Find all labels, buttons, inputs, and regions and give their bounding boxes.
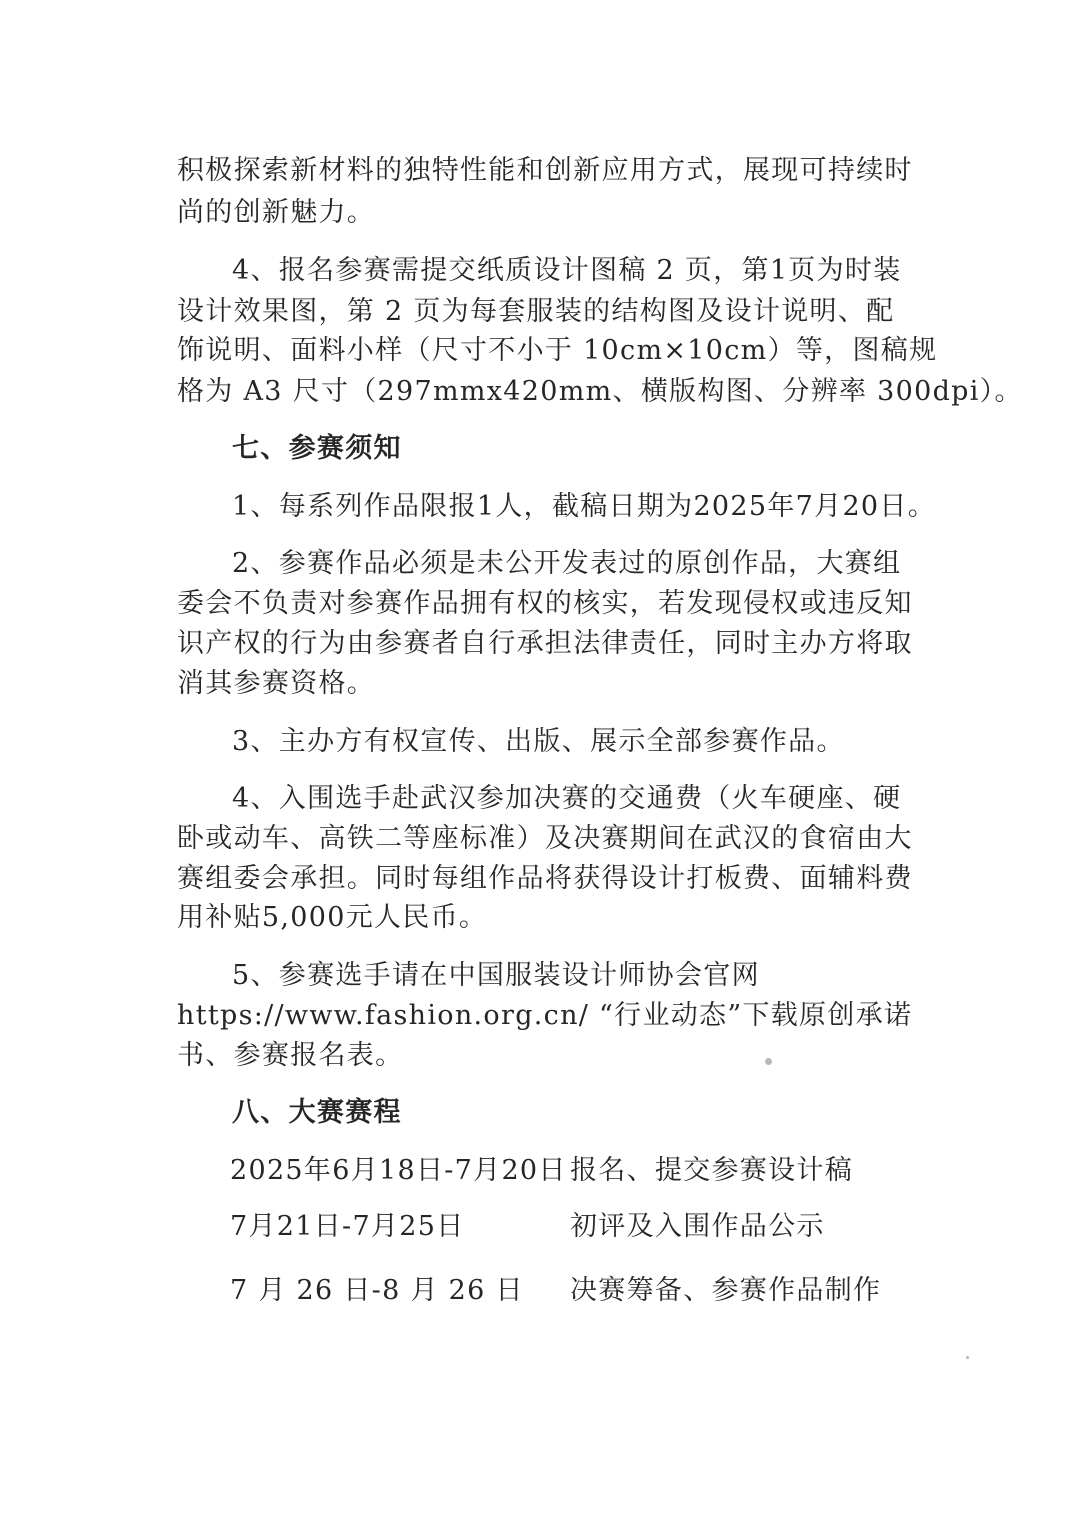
paragraph-line: 积极探索新材料的独特性能和创新应用方式，展现可持续时 xyxy=(177,155,913,186)
paragraph-line: 委会不负责对参赛作品拥有权的核实，若发现侵权或违反知 xyxy=(177,588,913,619)
paragraph-line: 饰说明、面料小样（尺寸不小于 10cm×10cm）等，图稿规 xyxy=(177,335,938,366)
schedule-event: 报名、提交参赛设计稿 xyxy=(570,1155,853,1186)
paragraph-line: 2、参赛作品必须是未公开发表过的原创作品，大赛组 xyxy=(232,548,902,579)
scan-speck xyxy=(966,1356,969,1359)
paragraph-line: 4、报名参赛需提交纸质设计图稿 2 页，第1页为时装 xyxy=(232,255,902,286)
paragraph-line: 用补贴5,000元人民币。 xyxy=(177,902,488,933)
paragraph-line: 3、主办方有权宣传、出版、展示全部参赛作品。 xyxy=(232,726,845,757)
paragraph-line: https://www.fashion.org.cn/ “行业动态”下载原创承诺 xyxy=(177,1000,913,1031)
paragraph-line: 5、参赛选手请在中国服装设计师协会官网 xyxy=(232,960,760,991)
paragraph-line: 书、参赛报名表。 xyxy=(177,1040,404,1071)
schedule-event: 决赛筹备、参赛作品制作 xyxy=(570,1275,882,1306)
paragraph-line: 消其参赛资格。 xyxy=(177,668,376,699)
schedule-date: 2025年6月18日-7月20日 xyxy=(230,1155,567,1186)
section-heading-8: 八、大赛赛程 xyxy=(232,1097,402,1128)
paragraph-line: 格为 A3 尺寸（297mmx420mm、横版构图、分辨率 300dpi）。 xyxy=(177,376,1023,407)
section-heading-7: 七、参赛须知 xyxy=(232,433,402,464)
scan-speck xyxy=(765,1058,772,1065)
paragraph-line: 赛组委会承担。同时每组作品将获得设计打板费、面辅料费 xyxy=(177,863,913,894)
paragraph-line: 4、入围选手赴武汉参加决赛的交通费（火车硬座、硬 xyxy=(232,783,902,814)
schedule-date: 7 月 26 日-8 月 26 日 xyxy=(230,1275,524,1306)
paragraph-line: 尚的创新魅力。 xyxy=(177,197,376,228)
schedule-date: 7月21日-7月25日 xyxy=(230,1211,465,1242)
paragraph-line: 卧或动车、高铁二等座标准）及决赛期间在武汉的食宿由大 xyxy=(177,823,913,854)
paragraph-line: 识产权的行为由参赛者自行承担法律责任，同时主办方将取 xyxy=(177,628,913,659)
schedule-event: 初评及入围作品公示 xyxy=(570,1211,825,1242)
paragraph-line: 1、每系列作品限报1人，截稿日期为2025年7月20日。 xyxy=(232,491,937,522)
paragraph-line: 设计效果图，第 2 页为每套服装的结构图及设计说明、配 xyxy=(177,296,895,327)
